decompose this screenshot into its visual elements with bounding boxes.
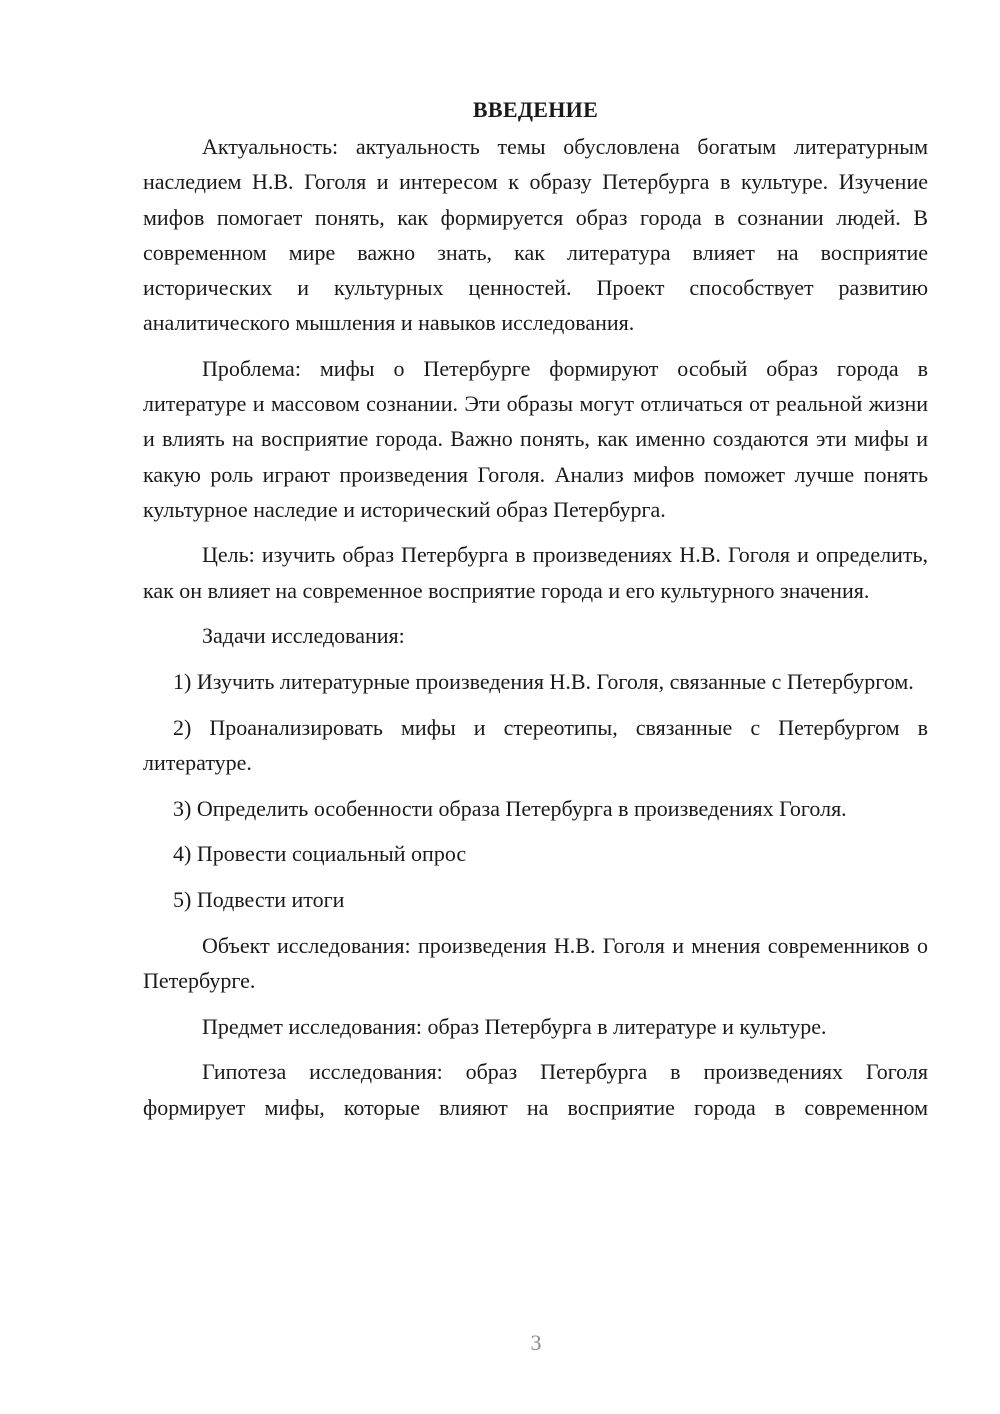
paragraph-relevance: Актуальность: актуальность темы обусловлена богатым литературным наследием Н.В. Гоголя и интересом к образу Петербурга в культуре. Изучение мифов помогает понять, как формируется образ города в сознании людей. В современном мире важно знать, как литература влияет на восприятие исторических и культурных ценностей. Проект способствует развитию аналитического мышления и навыков исследования. — [143, 134, 928, 336]
task-item-2: 2) Проанализировать мифы и стереотипы, связанные с Петербургом в литературе. — [143, 714, 928, 775]
task-item-5: 5) Подвести итоги — [173, 887, 345, 913]
paragraph-hypothesis: Гипотеза исследования: образ Петербурга в произведениях Гоголя формирует мифы, которые влияют на восприятие города в современном — [143, 1059, 928, 1120]
paragraph-object: Объект исследования: произведения Н.В. Гоголя и мнения современников о Петербурге. — [143, 932, 928, 993]
task-item-3: 3) Определить особенности образа Петербурга в произведениях Гоголя. — [173, 795, 847, 821]
tasks-title: Задачи исследования: — [202, 623, 405, 649]
page-title: ВВЕДЕНИЕ — [472, 97, 599, 122]
page-number: 3 — [530, 1330, 542, 1355]
task-item-1: 1) Изучить литературные произведения Н.В. Гоголя, связанные с Петербургом. — [173, 669, 914, 695]
paragraph-problem: Проблема: мифы о Петербурге формируют особый образ города в литературе и массовом сознании. Эти образы могут отличаться от реальной жизни и влиять на восприятие города. Важно понять, как именно создаются эти мифы и какую роль играют произведения Гоголя. Анализ мифов поможет лучше понять культурное наследие и исторический образ Петербурга. — [143, 355, 928, 522]
task-item-4: 4) Провести социальный опрос — [173, 841, 467, 867]
tasks-list — [143, 664, 928, 917]
paragraph-subject: Предмет исследования: образ Петербурга в литературе и культуре. — [202, 1013, 827, 1039]
paragraph-goal: Цель: изучить образ Петербурга в произведениях Н.В. Гоголя и определить, как он влияет на современное восприятие города и его культурного значения. — [143, 542, 928, 603]
document-page — [143, 92, 928, 1135]
